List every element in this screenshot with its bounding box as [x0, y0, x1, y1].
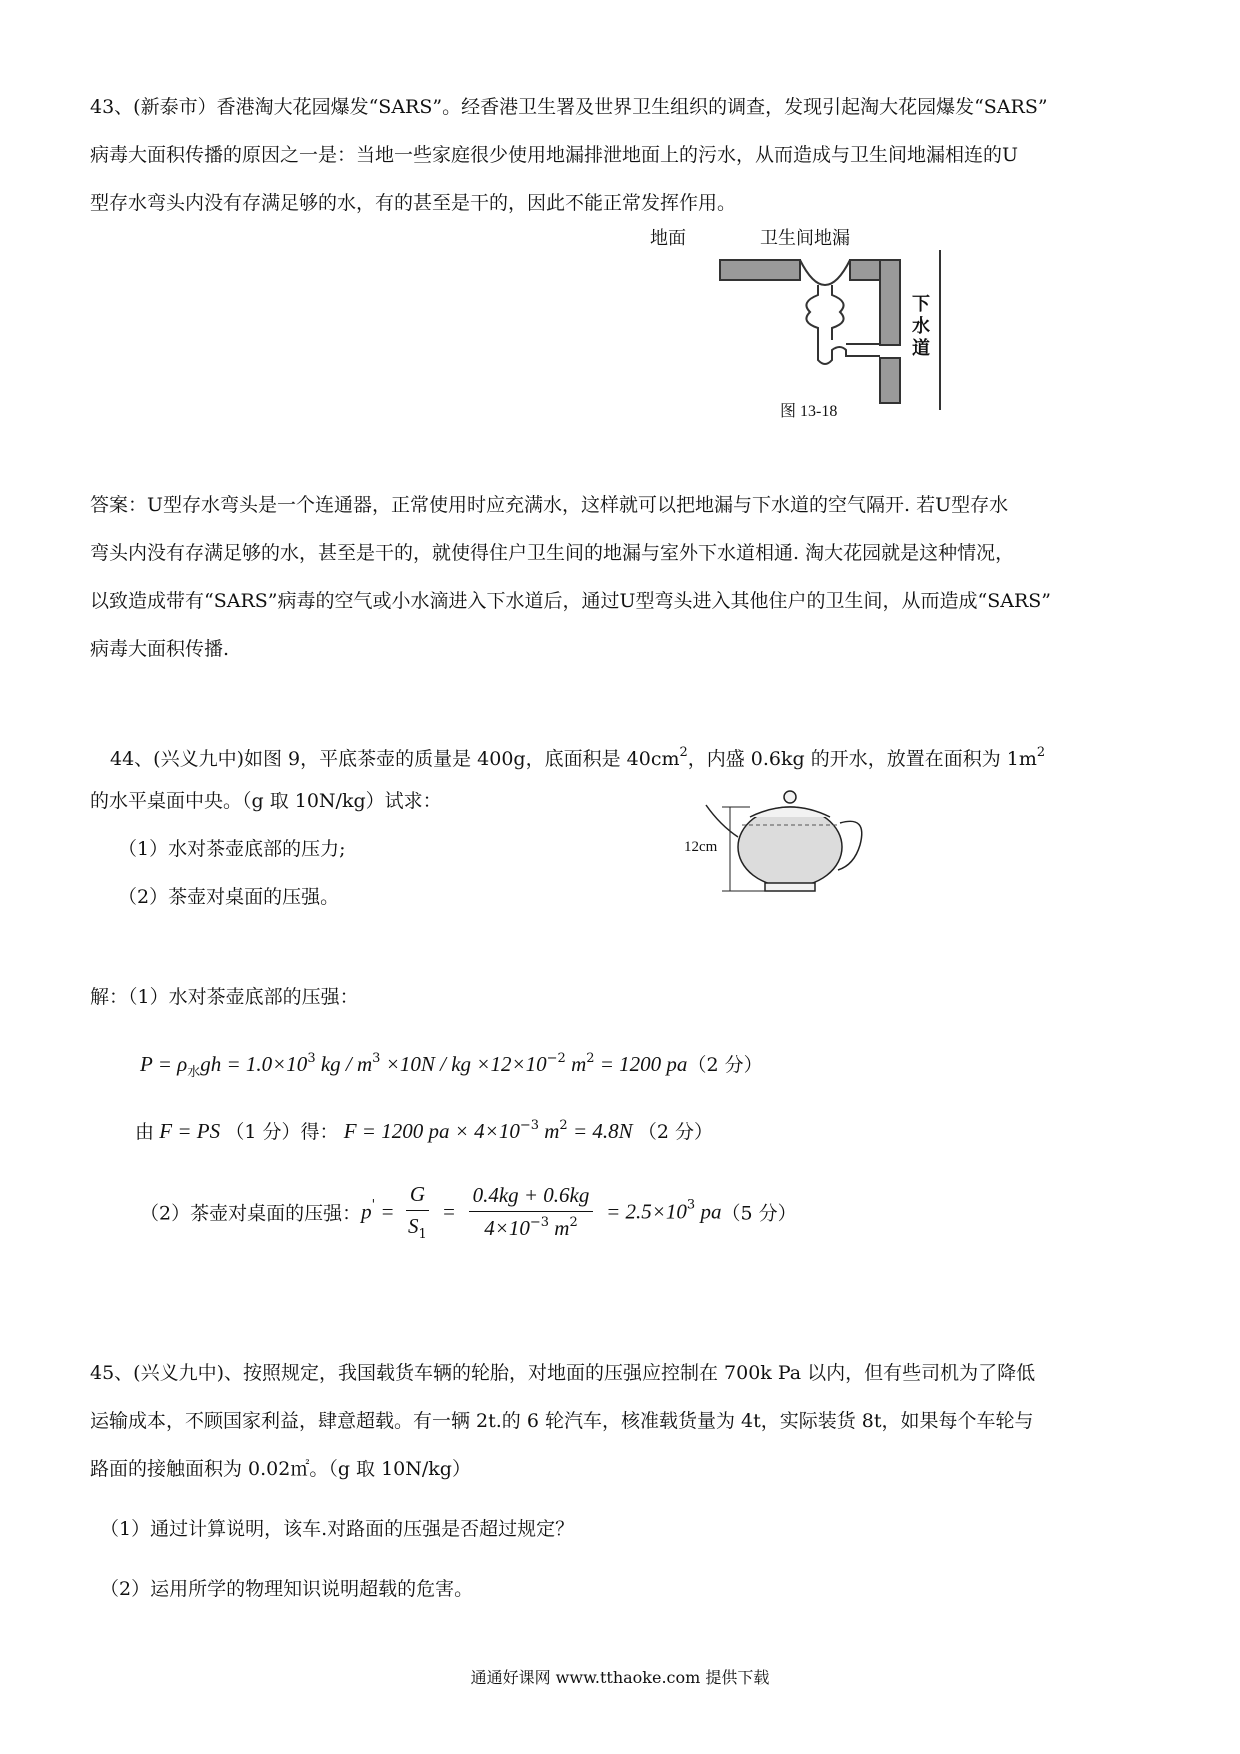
floor-slab-left [720, 260, 800, 280]
wall-lower [880, 358, 900, 403]
figure-caption: 图 13-18 [780, 403, 838, 420]
teapot-spout [706, 805, 738, 837]
label-sewer-1: 下 [912, 294, 930, 315]
teapot-lid [750, 807, 830, 817]
trap-bulb-right [832, 285, 844, 335]
q43-line-3: 型存水弯头内没有存满足够的水，有的甚至是干的，因此不能正常发挥作用。 [90, 192, 737, 214]
page-footer: 通通好课网 www.tthaoke.com 提供下载 [470, 1668, 770, 1687]
fraction-g-over-s: $\frac{G}{S_1}$ [406, 1182, 429, 1242]
q44-line-2: 的水平桌面中央。（g 取 10N/kg）试求： [90, 790, 442, 812]
q45-part-2: （2）运用所学的物理知识说明超载的危害。 [100, 1578, 474, 1600]
q45-line-2: 运输成本，不顾国家利益，肆意超载。有一辆 2t.的 6 轮汽车，核准载货量为 4t，实际装货 8t，如果每个车轮与 [90, 1410, 1034, 1432]
q45-line-1: 45、(兴义九中)、按照规定，我国载货车辆的轮胎，对地面的压强应控制在 700k Pa 以内，但有些司机为了降低 [90, 1362, 1036, 1384]
label-sewer-3: 道 [912, 338, 930, 359]
q44-formula-3: （2）茶壶对桌面的压强：p' = $\frac{G}{S_1}$ = $\frac{0.4kg + 0.6kg}{4\times 10^{-3} m^2}$ = $2.5\times 10^3$ pa（5 分） [140, 1182, 797, 1242]
q44-part-1: （1）水对茶壶底部的压力; [118, 838, 346, 860]
q43-answer-line-2: 弯头内没有存满足够的水，甚至是干的，就使得住户卫生间的地漏与室外下水道相通. 淘大花园就是这种情况， [90, 542, 1015, 564]
q44-part-2: （2）茶壶对桌面的压强。 [118, 886, 340, 908]
fraction-mass-over-area: $\frac{0.4kg + 0.6kg}{4\times 10^{-3} m^2}$ [469, 1183, 594, 1241]
u-pipe-inner [818, 335, 880, 364]
label-sewer-2: 水 [912, 316, 930, 337]
teapot-base [765, 883, 815, 891]
u-trap-figure [650, 228, 960, 420]
q43-answer-line-1: 答案：U型存水弯头是一个连通器，正常使用时应充满水，这样就可以把地漏与下水道的空气隔开. 若U型存水 [90, 494, 1009, 516]
teapot-height-label: 12cm [684, 839, 718, 855]
teapot-figure [684, 775, 870, 895]
q43-answer-line-3: 以致造成带有“SARS”病毒的空气或小水滴进入下水道后，通过U型弯头进入其他住户的卫生间，从而造成“SARS” [90, 590, 1051, 612]
wall-upper [880, 260, 900, 345]
q43-line-1: 43、(新泰市）香港淘大花园爆发“SARS”。经香港卫生署及世界卫生组织的调查，发现引起淘大花园爆发“SARS” [90, 96, 1048, 118]
teapot-drawing [690, 775, 870, 895]
q45-line-3: 路面的接触面积为 0.02㎡。（g 取 10N/kg） [90, 1458, 471, 1480]
label-floor-drain: 卫生间地漏 [760, 228, 850, 249]
q44-solution-intro: 解：（1）水对茶壶底部的压强： [90, 986, 359, 1008]
q45-part-1: （1）通过计算说明，该车.对路面的压强是否超过规定？ [100, 1518, 575, 1540]
teapot-knob [784, 791, 796, 803]
q44-formula-2: 由 F = PS （1 分）得： F = 1200 pa × $4\times 10^{-3}$ $m^2 = 4.8N$ （2 分） [135, 1118, 714, 1143]
drain-bowl [800, 260, 850, 285]
q44-formula-1: $P = \rho_水gh = 1.0\times 10^3$ kg / $m^3 \times 10N$ / kg $\times 12\times 10^{-2}$ $m^2 = 1200$ pa（2 分） [140, 1051, 763, 1080]
label-ground: 地面 [650, 228, 686, 249]
teapot-body [738, 807, 842, 887]
trap-bulb-left [806, 285, 818, 335]
q43-line-2: 病毒大面积传播的原因之一是：当地一些家庭很少使用地漏排泄地面上的污水，从而造成与卫生间地漏相连的U [90, 144, 1019, 166]
q44-line-1: 44、(兴义九中)如图 9，平底茶壶的质量是 400g，底面积是 $40cm^2$，内盛 0.6kg 的开水，放置在面积为 $1m^2$ [110, 745, 1046, 770]
q43-answer-line-4: 病毒大面积传播. [90, 638, 230, 660]
